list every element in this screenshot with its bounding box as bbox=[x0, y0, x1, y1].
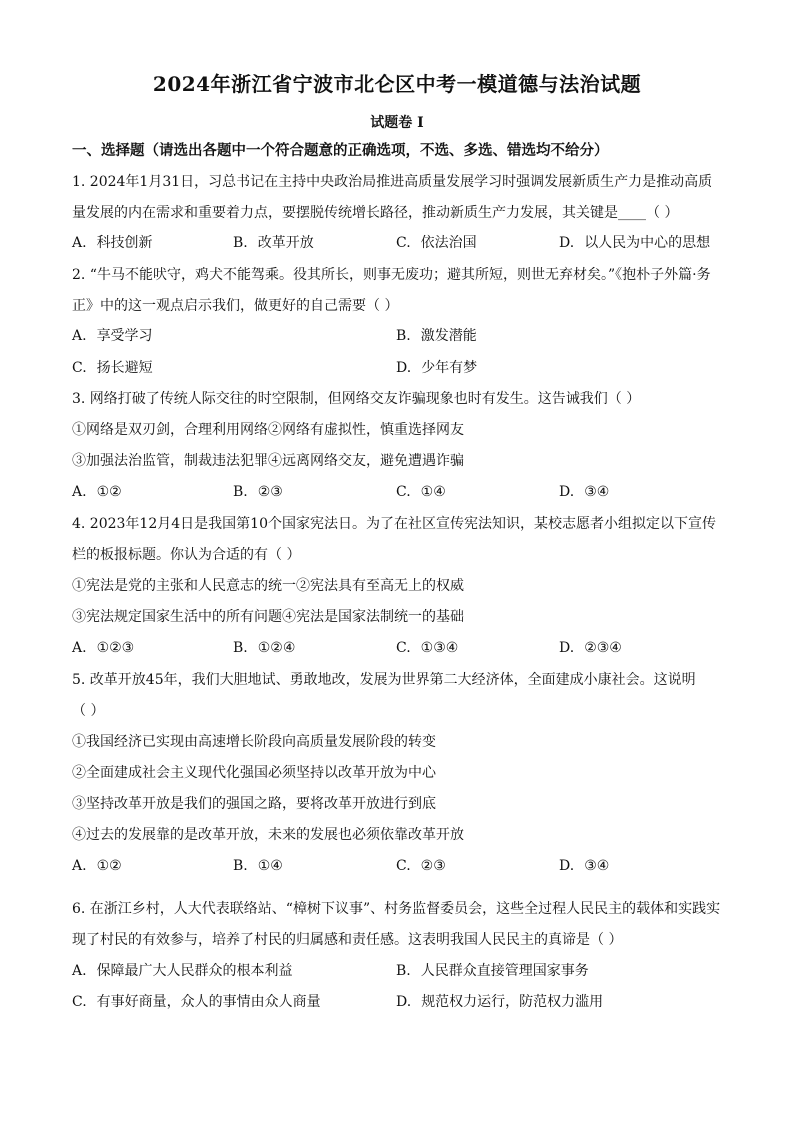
question-3-line-1: 3. 网络打破了传统人际交往的时空限制，但网络交友诈骗现象也时有发生。这告诫我们（ ） bbox=[72, 391, 641, 407]
q1-option-b: B. 改革开放 bbox=[233, 235, 314, 251]
question-4-line-1: 4. 2023年12月4日是我国第10个国家宪法日。为了在社区宣传宪法知识，某校志愿者小组拟定以下宣传 bbox=[72, 516, 716, 532]
question-3-line-2: ①网络是双刃剑，合理利用网络②网络有虚拟性，慎重选择网友 bbox=[72, 422, 464, 438]
question-6-line-2: 现了村民的有效参与，培养了村民的归属感和责任感。这表明我国人民民主的真谛是（ ） bbox=[72, 932, 623, 948]
question-6-line-1: 6. 在浙江乡村，人大代表联络站、“樟树下议事”、村务监督委员会，这些全过程人民民主的载体和实践实 bbox=[72, 901, 721, 917]
q3-option-d: D. ③④ bbox=[559, 484, 610, 500]
q3-option-b: B. ②③ bbox=[233, 484, 283, 500]
q5-option-c: C. ②③ bbox=[396, 858, 446, 874]
q4-option-a: A. ①②③ bbox=[72, 640, 135, 656]
question-5-line-3: ①我国经济已实现由高速增长阶段向高质量发展阶段的转变 bbox=[72, 734, 436, 750]
q1-option-a: A. 科技创新 bbox=[72, 235, 153, 251]
question-5-line-2: （ ） bbox=[72, 703, 105, 719]
exam-title: 2024年浙江省宁波市北仑区中考一模道德与法治试题 bbox=[152, 72, 642, 96]
q1-option-c: C. 依法治国 bbox=[396, 235, 477, 251]
q5-option-b: B. ①④ bbox=[233, 858, 283, 874]
question-1-line-2: 量发展的内在需求和重要着力点，要摆脱传统增长路径，推动新质生产力发展，其关键是____（ ） bbox=[72, 205, 679, 221]
question-4-line-4: ③宪法规定国家生活中的所有问题④宪法是国家法制统一的基础 bbox=[72, 609, 464, 625]
question-5-line-4: ②全面建成社会主义现代化强国必须坚持以改革开放为中心 bbox=[72, 765, 436, 781]
q2-option-c: C. 扬长避短 bbox=[72, 360, 153, 376]
q1-option-d: D. 以人民为中心的思想 bbox=[559, 235, 711, 251]
q2-option-d: D. 少年有梦 bbox=[396, 360, 478, 376]
section-heading: 一、选择题（请选出各题中一个符合题意的正确选项，不选、多选、错选均不给分） bbox=[72, 142, 609, 159]
question-2-line-2: 正》中的这一观点启示我们，做更好的自己需要（ ） bbox=[72, 298, 399, 314]
q4-option-c: C. ①③④ bbox=[396, 640, 459, 656]
q4-option-b: B. ①②④ bbox=[233, 640, 296, 656]
q6-option-a: A. 保障最广大人民群众的根本利益 bbox=[72, 963, 293, 979]
question-4-line-2: 栏的板报标题。你认为合适的有（ ） bbox=[72, 547, 301, 563]
question-2-line-1: 2. “牛马不能吠守，鸡犬不能驾乘。役其所长，则事无废功；避其所短，则世无弃材矣。”《抱朴子外篇·务 bbox=[72, 267, 711, 283]
question-1-line-1: 1. 2024年1月31日，习总书记在主持中央政治局推进高质量发展学习时强调发展新质生产力是推动高质 bbox=[72, 174, 713, 190]
q6-option-d: D. 规范权力运行，防范权力滥用 bbox=[396, 994, 604, 1010]
q5-option-d: D. ③④ bbox=[559, 858, 610, 874]
question-5-line-6: ④过去的发展靠的是改革开放，未来的发展也必须依靠改革开放 bbox=[72, 827, 464, 843]
q5-option-a: A. ①② bbox=[72, 858, 122, 874]
q4-option-d: D. ②③④ bbox=[559, 640, 622, 656]
q3-option-a: A. ①② bbox=[72, 484, 122, 500]
q2-option-a: A. 享受学习 bbox=[72, 328, 153, 344]
q2-option-b: B. 激发潜能 bbox=[396, 328, 477, 344]
q3-option-c: C. ①④ bbox=[396, 484, 446, 500]
q6-option-b: B. 人民群众直接管理国家事务 bbox=[396, 963, 589, 979]
question-5-line-5: ③坚持改革开放是我们的强国之路，要将改革开放进行到底 bbox=[72, 796, 436, 812]
q6-option-c: C. 有事好商量，众人的事情由众人商量 bbox=[72, 994, 321, 1010]
paper-subtitle: 试题卷 I bbox=[370, 115, 424, 131]
question-3-line-3: ③加强法治监管，制裁违法犯罪④远离网络交友，避免遭遇诈骗 bbox=[72, 453, 464, 469]
question-4-line-3: ①宪法是党的主张和人民意志的统一②宪法具有至高无上的权威 bbox=[72, 578, 464, 594]
question-5-line-1: 5. 改革开放45年，我们大胆地试、勇敢地改，发展为世界第二大经济体，全面建成小康社会。这说明 bbox=[72, 672, 696, 688]
